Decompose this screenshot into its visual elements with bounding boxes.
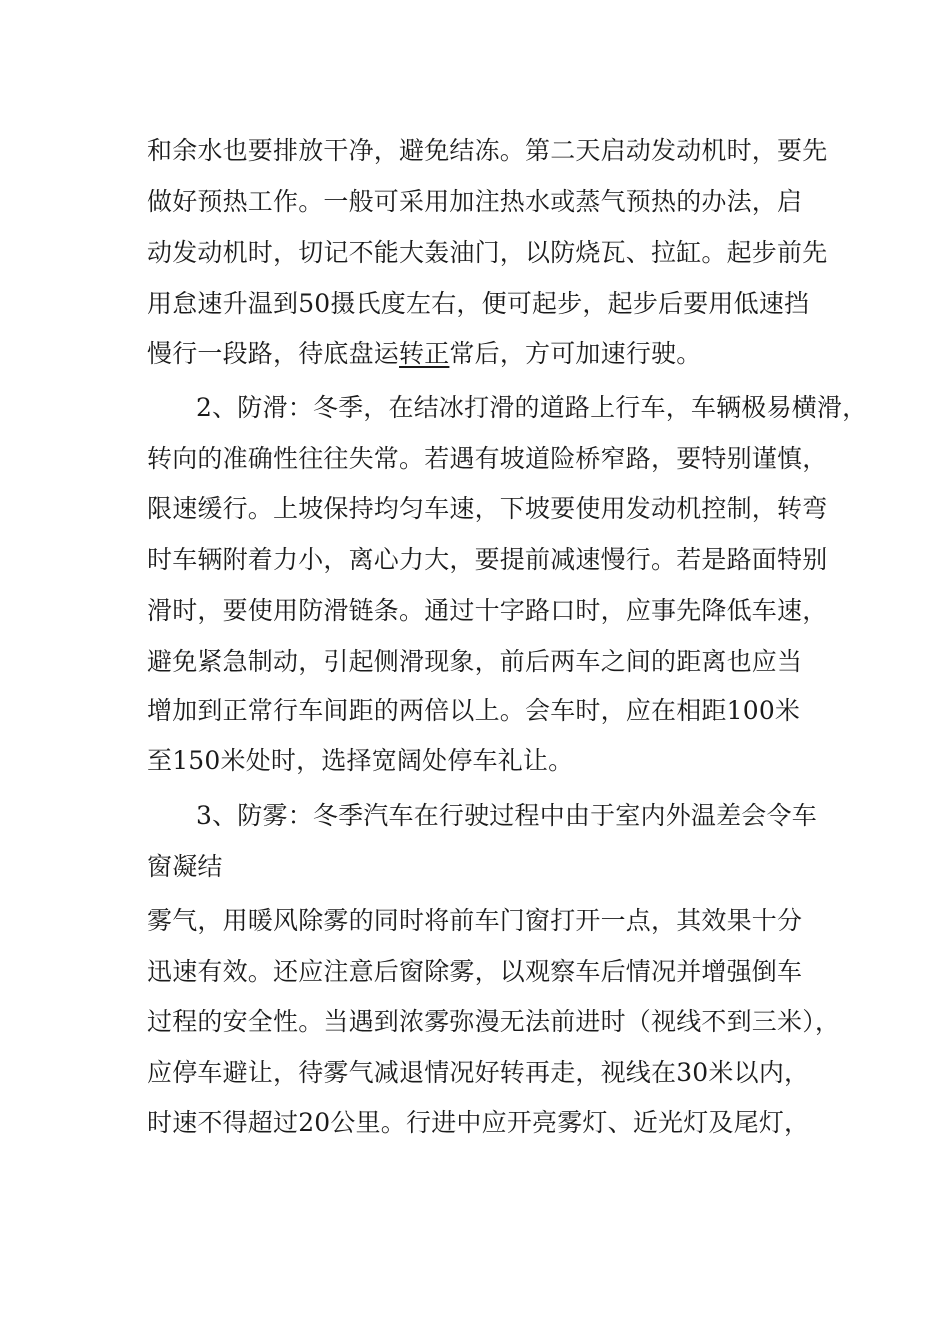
text-segment: 慢行一段路，待底盘运 <box>147 339 400 368</box>
text-line: 至150米处时，选择宽阔处停车礼让。 <box>147 746 574 775</box>
text-line: 2、防滑：冬季，在结冰打滑的道路上行车，车辆极易横滑， <box>196 393 868 422</box>
text-line: 滑时，要使用防滑链条。通过十字路口时，应事先降低车速， <box>147 596 828 625</box>
text-line: 避免紧急制动，引起侧滑现象，前后两车之间的距离也应当 <box>147 647 803 676</box>
text-line: 转向的准确性往往失常。若遇有坡道险桥窄路，要特别谨慎， <box>147 444 828 473</box>
text-line: 时速不得超过20公里。行进中应开亮雾灯、近光灯及尾灯， <box>147 1108 810 1137</box>
text-line: 和余水也要排放干净，避免结冻。第二天启动发动机时，要先 <box>147 136 828 165</box>
text-line: 应停车避让，待雾气减退情况好转再走，视线在30米以内， <box>147 1058 810 1087</box>
text-line: 做好预热工作。一般可采用加注热水或蒸气预热的办法，启 <box>147 187 803 216</box>
text-line: 3、防雾：冬季汽车在行驶过程中由于室内外温差会令车 <box>196 801 817 830</box>
text-line: 迅速有效。还应注意后窗除雾，以观察车后情况并增强倒车 <box>147 957 803 986</box>
text-line <box>147 337 701 371</box>
text-line: 用怠速升温到50摄氏度左右，便可起步，起步后要用低速挡 <box>147 289 810 318</box>
underlined-text: 转正 <box>399 339 450 368</box>
text-line: 窗凝结 <box>147 852 223 881</box>
text-segment: 常后，方可加速行驶。 <box>449 339 702 368</box>
text-line: 时车辆附着力小，离心力大，要提前减速慢行。若是路面特别 <box>147 545 828 574</box>
text-line: 过程的安全性。当遇到浓雾弥漫无法前进时（视线不到三米）， <box>147 1007 841 1036</box>
text-line: 雾气，用暖风除雾的同时将前车门窗打开一点，其效果十分 <box>147 906 803 935</box>
text-line: 限速缓行。上坡保持均匀车速，下坡要使用发动机控制，转弯 <box>147 494 828 523</box>
text-line: 动发动机时，切记不能大轰油门，以防烧瓦、拉缸。起步前先 <box>147 238 828 267</box>
text-line: 增加到正常行车间距的两倍以上。会车时，应在相距100米 <box>147 696 801 725</box>
